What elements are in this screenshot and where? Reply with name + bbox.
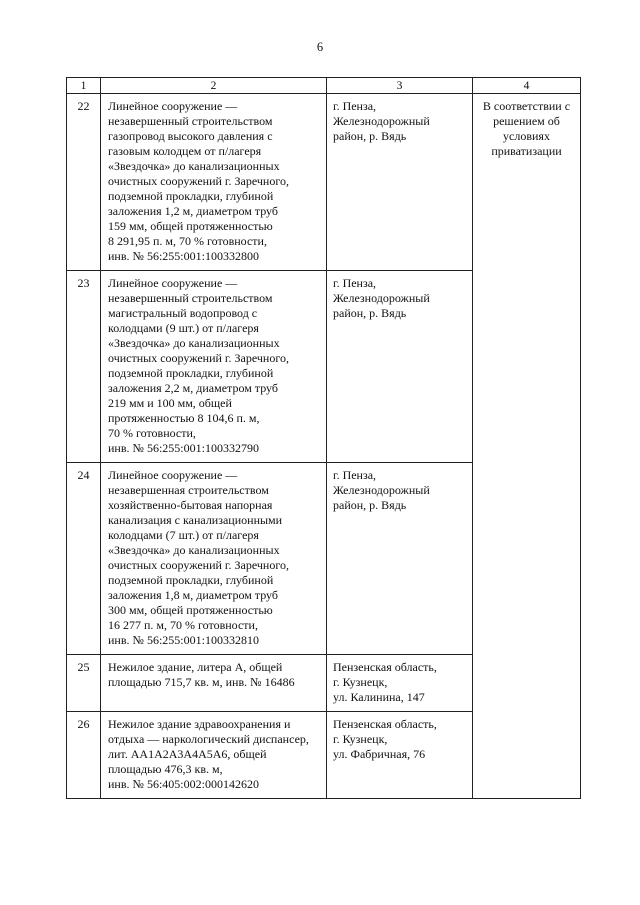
- location-line: ул. Калинина, 147: [333, 690, 425, 704]
- description-line: 16 277 п. м, 70 % готовности,: [108, 618, 258, 632]
- location-line: ул. Фабричная, 76: [333, 747, 426, 761]
- description-line: «Звездочка» до канализационных: [108, 336, 280, 350]
- location-line: г. Кузнецк,: [333, 675, 388, 689]
- description-line: подземной прокладки, глубиной: [108, 366, 274, 380]
- description-line: заложения 1,8 м, диаметром труб: [108, 588, 278, 602]
- object-location: [327, 463, 473, 655]
- privatization-terms: [473, 94, 581, 799]
- terms-line: решением об: [493, 114, 560, 128]
- location-line: г. Пенза,: [333, 276, 377, 290]
- property-table: [66, 77, 581, 799]
- description-line: инв. № 56:255:001:100332790: [108, 441, 259, 455]
- location-line: г. Пенза,: [333, 468, 377, 482]
- location-line: Пензенская область,: [333, 660, 437, 674]
- description-line: Линейное сооружение —: [108, 99, 238, 113]
- description-line: незавершенный строительством: [108, 291, 273, 305]
- row-number: 22: [67, 94, 101, 271]
- description-line: колодцами (9 шт.) от п/лагеря: [108, 321, 259, 335]
- row-number: 25: [67, 655, 101, 712]
- description-line: площадью 476,3 кв. м,: [108, 762, 223, 776]
- description-line: Нежилое здание, литера А, общей: [108, 660, 283, 674]
- location-line: Железнодорожный: [333, 114, 430, 128]
- description-line: Линейное сооружение —: [108, 276, 238, 290]
- description-line: лит. АА1А2А3А4А5А6, общей: [108, 747, 267, 761]
- terms-line: В соответствии с: [482, 99, 571, 113]
- object-location: [327, 712, 473, 799]
- description-line: инв. № 56:405:002:000142620: [108, 777, 259, 791]
- description-line: очистных сооружений г. Заречного,: [108, 558, 289, 572]
- object-description: [101, 463, 327, 655]
- description-line: газовым колодцем от п/лагеря: [108, 144, 262, 158]
- description-line: инв. № 56:255:001:100332800: [108, 249, 259, 263]
- description-line: магистральный водопровод с: [108, 306, 258, 320]
- column-number-row: [67, 78, 581, 94]
- description-line: подземной прокладки, глубиной: [108, 189, 274, 203]
- location-line: Железнодорожный: [333, 483, 430, 497]
- object-description: [101, 712, 327, 799]
- location-line: г. Пенза,: [333, 99, 377, 113]
- description-line: незавершенный строительством: [108, 114, 273, 128]
- description-line: площадью 715,7 кв. м, инв. № 16486: [108, 675, 295, 689]
- description-line: Линейное сооружение —: [108, 468, 238, 482]
- column-header-4: 4: [473, 78, 581, 94]
- object-description: [101, 271, 327, 463]
- description-line: заложения 1,2 м, диаметром труб: [108, 204, 278, 218]
- location-line: район, р. Вядь: [333, 306, 407, 320]
- description-line: незавершенная строительством: [108, 483, 269, 497]
- object-description: [101, 655, 327, 712]
- object-location: [327, 94, 473, 271]
- description-line: «Звездочка» до канализационных: [108, 543, 280, 557]
- description-line: очистных сооружений г. Заречного,: [108, 174, 289, 188]
- description-line: 219 мм и 100 мм, общей: [108, 396, 232, 410]
- row-number: 26: [67, 712, 101, 799]
- column-header-1: 1: [67, 78, 101, 94]
- location-line: г. Кузнецк,: [333, 732, 388, 746]
- location-line: Железнодорожный: [333, 291, 430, 305]
- description-line: хозяйственно-бытовая напорная: [108, 498, 273, 512]
- row-number: 23: [67, 271, 101, 463]
- page-number: 6: [316, 40, 324, 54]
- description-line: отдыха — наркологический диспансер,: [108, 732, 309, 746]
- description-line: заложения 2,2 м, диаметром труб: [108, 381, 278, 395]
- description-line: подземной прокладки, глубиной: [108, 573, 274, 587]
- description-line: 300 мм, общей протяженностью: [108, 603, 273, 617]
- description-line: 8 291,95 п. м, 70 % готовности,: [108, 234, 267, 248]
- terms-line: условиях: [503, 129, 550, 143]
- description-line: инв. № 56:255:001:100332810: [108, 633, 259, 647]
- object-description: [101, 94, 327, 271]
- location-line: Пензенская область,: [333, 717, 437, 731]
- description-line: протяженностью 8 104,6 п. м,: [108, 411, 260, 425]
- table-row: [67, 94, 581, 271]
- object-location: [327, 655, 473, 712]
- location-line: район, р. Вядь: [333, 129, 407, 143]
- description-line: 159 мм, общей протяженностью: [108, 219, 273, 233]
- description-line: газопровод высокого давления с: [108, 129, 273, 143]
- description-line: очистных сооружений г. Заречного,: [108, 351, 289, 365]
- description-line: «Звездочка» до канализационных: [108, 159, 280, 173]
- object-location: [327, 271, 473, 463]
- location-line: район, р. Вядь: [333, 498, 407, 512]
- description-line: 70 % готовности,: [108, 426, 196, 440]
- column-header-3: 3: [327, 78, 473, 94]
- column-header-2: 2: [101, 78, 327, 94]
- row-number: 24: [67, 463, 101, 655]
- description-line: колодцами (7 шт.) от п/лагеря: [108, 528, 259, 542]
- terms-line: приватизации: [491, 144, 562, 158]
- description-line: канализация с канализационными: [108, 513, 283, 527]
- description-line: Нежилое здание здравоохранения и: [108, 717, 291, 731]
